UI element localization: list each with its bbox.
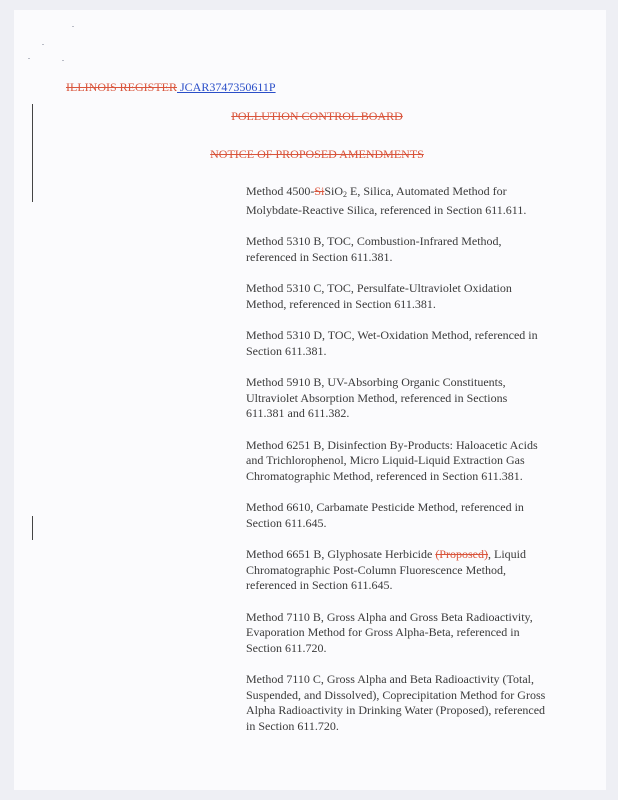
scan-speck bbox=[72, 26, 74, 27]
list-item: Method 5310 B, TOC, Combustion-Infrared Method, referenced in Section 611.381. bbox=[246, 234, 502, 264]
notice-heading: NOTICE OF PROPOSED AMENDMENTS bbox=[210, 147, 424, 161]
list-item: Method 5910 B, UV-Absorbing Organic Constituents, Ultraviolet Absorption Method, referenced in Sections 611.381 and 611.382. bbox=[246, 375, 508, 420]
method-list bbox=[246, 184, 546, 750]
register-header bbox=[66, 80, 276, 95]
change-bar bbox=[32, 516, 33, 540]
board-heading: POLLUTION CONTROL BOARD bbox=[231, 109, 403, 123]
list-item: Method 6610, Carbamate Pesticide Method, referenced in Section 611.645. bbox=[246, 500, 524, 530]
list-item: Method 7110 B, Gross Alpha and Gross Beta Radioactivity, Evaporation Method for Gross Alpha-Beta, referenced in Section 611.720. bbox=[246, 609, 533, 655]
list-item: Method 4500-SiSiO$_2$ E, Silica, Automated Method for Molybdate-Reactive Silica, referenced in Section 611.611. bbox=[246, 184, 527, 217]
scan-speck bbox=[28, 58, 30, 59]
list-item: Method 5310 C, TOC, Persulfate-Ultraviolet Oxidation Method, referenced in Section 611.381. bbox=[246, 281, 512, 311]
list-item: Method 6651 B, Glyphosate Herbicide (Proposed), Liquid Chromatographic Post-Column Fluorescence Method, referenced in Section 611.645. bbox=[246, 547, 526, 592]
list-item: Method 6251 B, Disinfection By-Products: Haloacetic Acids and Trichlorophenol, Micro Liquid-Liquid Extraction Gas Chromatographic Method, referenced in Section 611.381. bbox=[246, 437, 538, 483]
list-item: Method 5310 D, TOC, Wet-Oxidation Method, referenced in Section 611.381. bbox=[246, 328, 538, 358]
scan-speck bbox=[42, 44, 44, 45]
list-item: Method 7110 C, Gross Alpha and Beta Radioactivity (Total, Suspended, and Dissolved), Coprecipitation Method for Gross Alpha Radioactivity in Drinking Water (Proposed), referenced in Section 611.720. bbox=[246, 672, 546, 733]
deleted-text: Si bbox=[314, 184, 325, 198]
deleted-text: (Proposed) bbox=[435, 547, 488, 561]
scan-speck bbox=[62, 60, 64, 61]
register-inserted-text: JCAR3747350611P bbox=[177, 80, 276, 94]
register-deleted-text: ILLINOIS REGISTER bbox=[66, 80, 177, 94]
